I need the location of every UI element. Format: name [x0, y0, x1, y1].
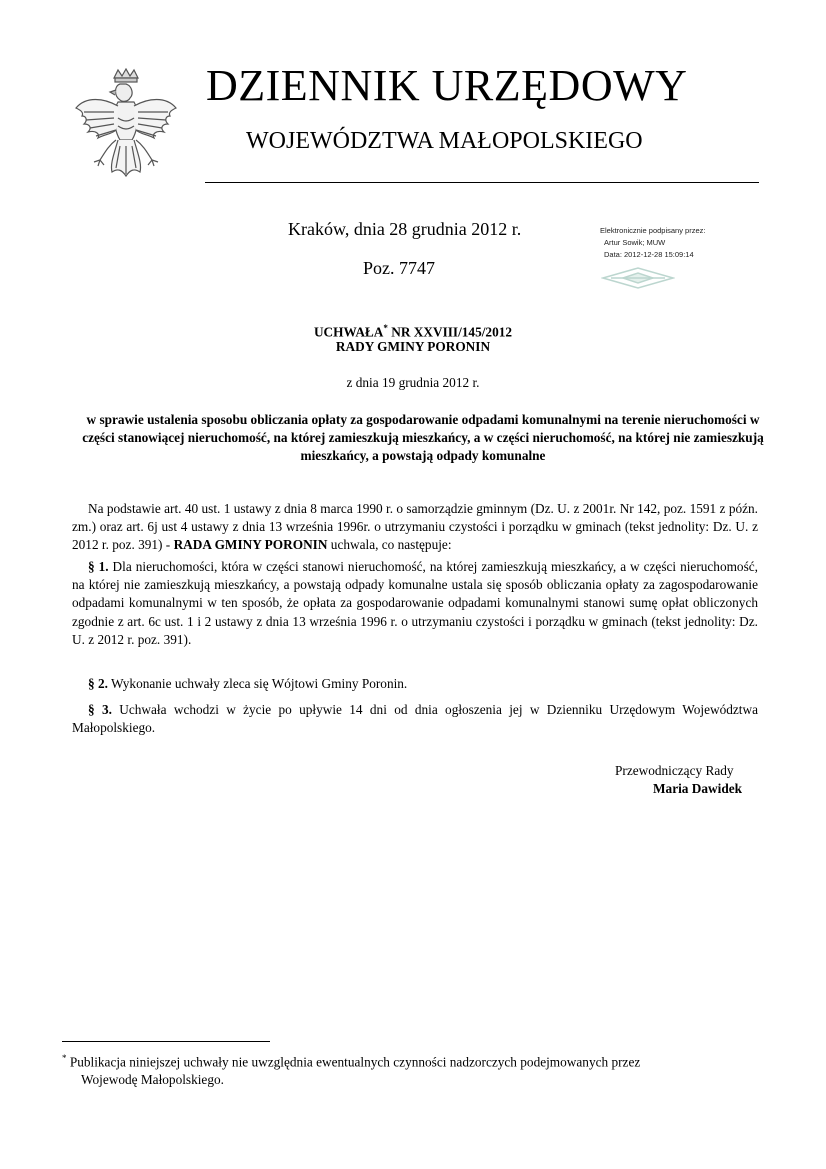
footnote-mark: * — [62, 1053, 67, 1063]
journal-title: DZIENNIK URZĘDOWY — [206, 61, 688, 110]
footnote-text-line2: Wojewodę Małopolskiego. — [81, 1072, 224, 1088]
section-1-text: Dla nieruchomości, która w części stanowi nieruchomość, na której zamieszkują mieszkańcy, a w części nieruchomość, na której nie zamieszkują mieszkańcy, a powstają odpady komunalne ustala się sposób obliczania opłaty za zagospodarowanie odpadami komunalnymi w ten sposób, że opłata za gospodarowanie odpadami komunalnymi stanowi sumę opłat obliczonych zgodnie z art. 6c ust. 1 i 2 ustawy z dnia 13 września 1996 r. o utrzymaniu czystości i porządku w gminach (tekst jednolity: Dz. U. z 2012 r. poz. 391). — [72, 559, 758, 647]
section-3-paragraph — [72, 701, 758, 737]
section-3-text: Uchwała wchodzi w życie po upływie 14 dni od dnia ogłoszenia jej w Dzienniku Urzędowym Województwa Małopolskiego. — [72, 702, 759, 736]
resolution-number: NR XXVIII/145/2012 — [387, 324, 513, 340]
journal-subtitle: WOJEWÓDZTWA MAŁOPOLSKIEGO — [246, 128, 643, 154]
resolution-date: z dnia 19 grudnia 2012 r. — [346, 375, 480, 390]
esign-signer: Artur Sowik; MUW — [604, 238, 666, 247]
resolution-title-prefix: UCHWAŁA — [313, 324, 384, 340]
signature-name: Maria Dawidek — [653, 781, 743, 796]
esign-label: Elektronicznie podpisany przez: — [600, 226, 706, 235]
publication-position: Poz. 7747 — [363, 258, 435, 278]
footnote-text-line1: Publikacja niniejszej uchwały nie uwzględnia ewentualnych czynności nadzorczych podejmowanych przez — [66, 1054, 641, 1070]
header-divider — [205, 182, 759, 183]
section-2-mark: § 2. — [88, 676, 108, 691]
esign-date: Data: 2012-12-28 15:09:14 — [604, 250, 694, 259]
publication-place-date: Kraków, dnia 28 grudnia 2012 r. — [288, 219, 522, 239]
section-1-paragraph — [72, 558, 758, 649]
footnote — [62, 1049, 758, 1089]
footnote-reference[interactable]: * — [383, 323, 388, 333]
electronic-signature-block — [600, 225, 760, 261]
preamble-paragraph — [72, 500, 758, 555]
resolution-body: RADY GMINY PORONIN — [335, 339, 491, 354]
section-2-text: Wykonanie uchwały zleca się Wójtowi Gminy Poronin. — [107, 676, 408, 691]
preamble-tail: uchwala, co następuje: — [327, 537, 452, 553]
section-3-mark: § 3. — [88, 702, 112, 717]
signature-seal-icon — [601, 266, 675, 290]
footnote-divider — [62, 1041, 270, 1042]
section-2-paragraph — [72, 675, 758, 693]
signature-role: Przewodniczący Rady — [615, 763, 734, 778]
section-1-mark: § 1. — [88, 559, 109, 574]
polish-eagle-emblem-icon — [70, 68, 182, 190]
resolution-subject: w sprawie ustalenia sposobu obliczania opłaty za gospodarowanie odpadami komunalnymi na terenie nieruchomości w części stanowiącej nieruchomość, na której zamieszkują mieszkańcy, a w części nieruchomość, na której nie zamieszkują mieszkańcy, a powstają odpady komunalne — [82, 412, 764, 463]
preamble-council-name: RADA GMINY PORONIN — [173, 537, 328, 553]
preamble-text: Na podstawie art. 40 ust. 1 ustawy z dnia 8 marca 1990 r. o samorządzie gminnym (Dz. U. z 2001r. Nr 142, poz. 1591 z późn. zm.) oraz art. 6j ust 4 ustawy z dnia 13 września 1996r. o utrzymaniu czystości i porządku w gminach (tekst jednolity: Dz. U. z 2012 r. poz. 391) - — [72, 501, 758, 553]
